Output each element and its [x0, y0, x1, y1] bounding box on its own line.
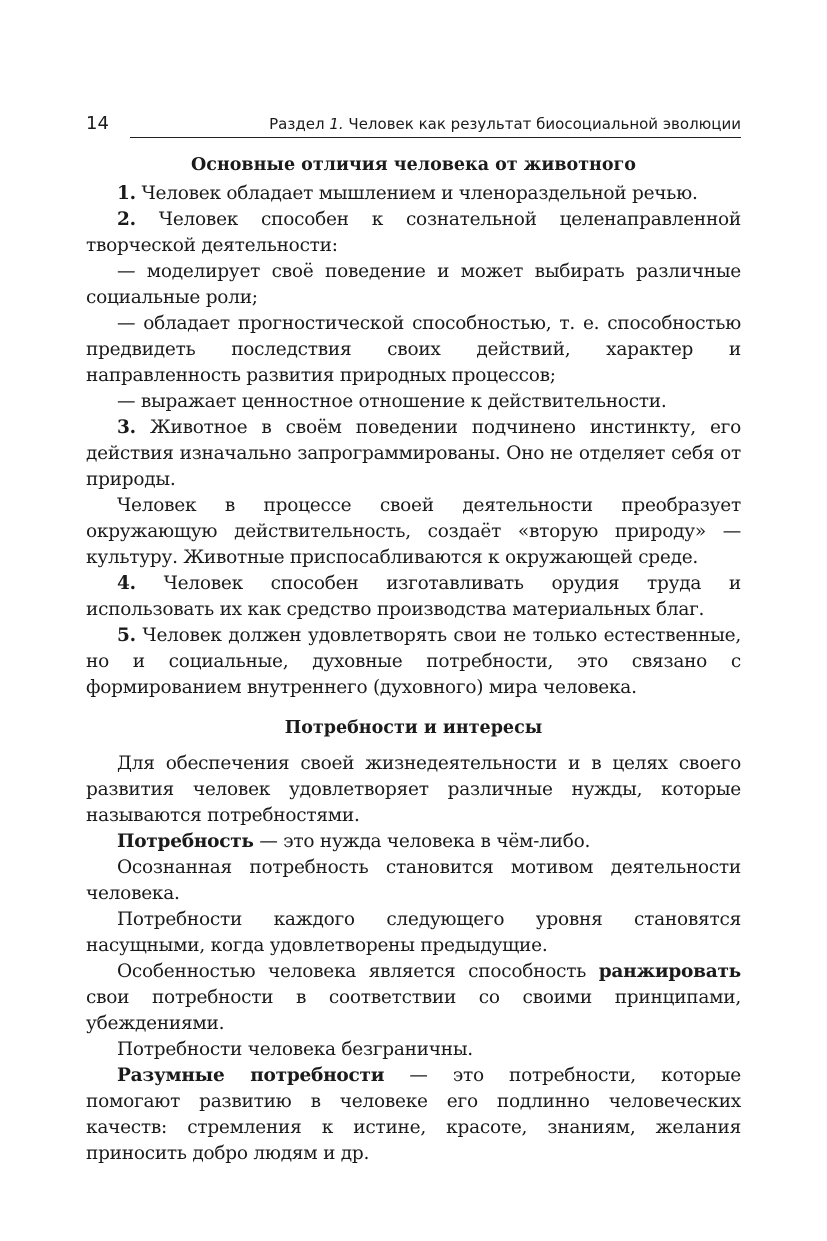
running-head-title: Человек как результат биосоциальной эволюции [348, 115, 741, 133]
item-number: 3. [117, 417, 136, 438]
header-rule [130, 137, 741, 138]
section-heading-needs: Потребности и интересы [284, 718, 543, 738]
paragraph-text: Человек должен удовлетворять свои не только естественные, но и социальные, духовные потребности, это связано с формированием внутреннего (духовного) мира человека. [86, 625, 741, 698]
paragraph [86, 415, 741, 493]
term-bold: Разумные потребности [117, 1065, 385, 1086]
paragraph: — моделирует своё поведение и может выбирать различные социальные роли; [86, 261, 741, 308]
paragraph: Человек в процессе своей деятельности преобразует окружающую действительность, создаёт «вторую природу» — культуру. Животные приспосабливаются к окружающей среде. [86, 495, 741, 568]
paragraph-text: свои потребности в соответствии со своими принципами, убеждениями. [86, 987, 741, 1034]
item-number: 4. [117, 573, 136, 594]
paragraph: Для обеспечения своей жизнедеятельности и в целях своего развития человек удовлетворяет различные нужды, которые называются потребностями. [86, 753, 741, 826]
paragraph [86, 829, 741, 855]
paragraph: — выражает ценностное отношение к действительности. [117, 391, 667, 412]
item-number: 2. [117, 209, 136, 230]
paragraph-text: Человек способен к сознательной целенаправленной творческой деятельности: [86, 209, 741, 256]
item-number: 5. [117, 625, 136, 646]
item-number: 1. [117, 183, 136, 204]
body-text [86, 152, 741, 1167]
page-number: 14 [86, 113, 109, 134]
paragraph-text: Особенностью человека является способность [117, 961, 599, 982]
running-head-label: Раздел [269, 115, 325, 133]
term-bold: ранжировать [598, 961, 741, 982]
paragraph: Потребности каждого следующего уровня становятся насущными, когда удовлетворены предыдущие. [86, 909, 741, 956]
paragraph [86, 207, 741, 259]
paragraph: Осознанная потребность становится мотивом деятельности человека. [86, 857, 741, 904]
paragraph [86, 1063, 741, 1167]
paragraph: — обладает прогностической способностью, т. е. способностью предвидеть последствия своих действий, характер и направленность развития природных процессов; [86, 313, 741, 386]
paragraph: Потребности человека безграничны. [117, 1039, 473, 1060]
term-bold: Потребность [117, 831, 254, 852]
paragraph-text: Человек способен изготавливать орудия труда и использовать их как средство производства материальных благ. [86, 573, 741, 620]
paragraph-text: Человек обладает мышлением и членораздельной речью. [135, 183, 698, 204]
paragraph-text: Животное в своём поведении подчинено инстинкту, его действия изначально запрограммированы. Оно не отделяет себя от природы. [86, 417, 741, 490]
running-head [269, 115, 741, 133]
paragraph [86, 623, 741, 701]
running-head-number: 1. [329, 115, 344, 133]
section-heading-differences: Основные отличия человека от животного [191, 155, 636, 175]
paragraph-text: — это потребности, которые помогают развитию в человеке его подлинно человеческих качеств: стремления к истине, красоте, знаниям, желания приносить добро людям и др. [86, 1065, 741, 1164]
paragraph-text: — это нужда человека в чём-либо. [253, 831, 591, 852]
paragraph [86, 181, 741, 207]
paragraph [86, 571, 741, 623]
paragraph [86, 959, 741, 1037]
